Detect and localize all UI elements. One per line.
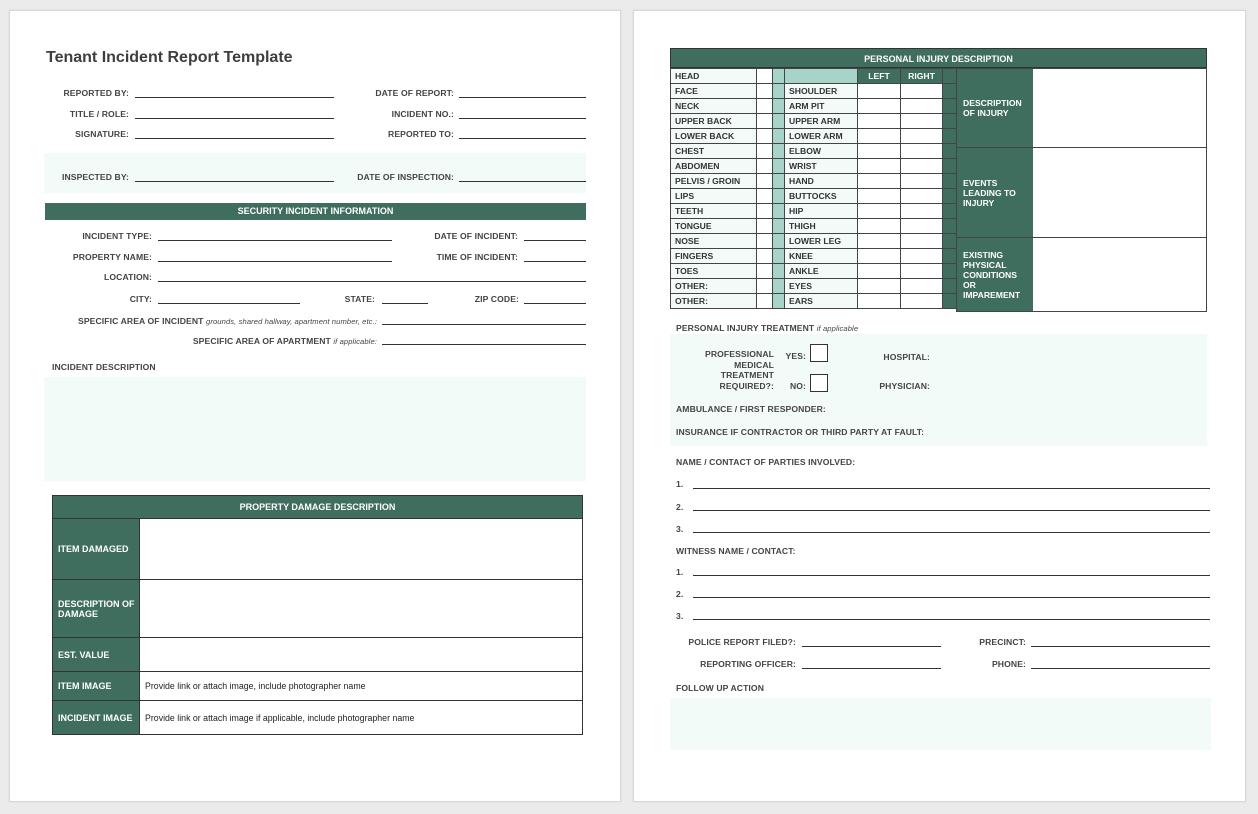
date-of-report-label: DATE OF REPORT: [375,88,454,98]
spacer-cell [943,234,957,249]
left-check[interactable] [858,264,901,279]
party-number-2: 2. [676,502,684,512]
body-part-label: LOWER ARM [785,129,858,144]
existing-conditions-cell [957,238,1033,311]
page-title: Tenant Incident Report Template [46,49,293,66]
treatment-title-text: PERSONAL INJURY TREATMENT [676,323,815,333]
table-row [53,519,583,580]
reported-by-label: REPORTED BY: [63,88,129,98]
description-of-injury-label: DESCRIPTION OF INJURY [963,98,1022,118]
body-part-label: ELBOW [785,144,858,159]
body-part-label: EYES [785,279,858,294]
body-part-check[interactable] [757,294,773,309]
date-of-report-field[interactable] [459,97,586,98]
spacer-cell [943,159,957,174]
left-check[interactable] [858,129,901,144]
spacer-cell [773,69,785,84]
specific-area-incident-field[interactable] [382,324,586,325]
body-part-label: EARS [785,294,858,309]
party-number-1: 1. [676,479,684,489]
table-row [671,114,957,129]
body-part-label: LOWER BACK [671,129,757,144]
body-part-check[interactable] [757,279,773,294]
inspected-by-label: INSPECTED BY: [61,172,129,182]
city-field[interactable] [158,303,300,304]
item-damaged-field[interactable] [140,519,583,580]
body-part-check[interactable] [757,204,773,219]
body-part-check[interactable] [757,114,773,129]
body-part-label: HAND [785,174,858,189]
est-value-field[interactable] [140,638,583,672]
zip-code-label: ZIP CODE: [474,294,519,304]
property-name-label: PROPERTY NAME: [72,252,152,262]
yes-label: YES: [785,351,806,361]
table-row [671,204,957,219]
property-damage-header: PROPERTY DAMAGE DESCRIPTION [52,495,583,518]
right-header: RIGHT [901,69,943,84]
reported-by-field[interactable] [135,97,334,98]
signature-field[interactable] [135,138,334,139]
spacer-cell [773,204,785,219]
left-check[interactable] [858,144,901,159]
spacer-cell [773,234,785,249]
spacer-cell [943,99,957,114]
specific-area-apartment-text: SPECIFIC AREA OF APARTMENT [192,336,331,346]
no-checkbox[interactable] [810,374,828,392]
body-part-label: ARM PIT [785,99,858,114]
body-part-label: FINGERS [671,249,757,264]
body-part-label: CHEST [671,144,757,159]
specific-area-apartment-note: if applicable: [333,337,377,346]
witness-number-3: 3. [676,611,684,621]
body-part-label: BUTTOCKS [785,189,858,204]
spacer-cell [943,249,957,264]
body-part-label: TEETH [671,204,757,219]
time-of-incident-label: TIME OF INCIDENT: [436,252,518,262]
body-part-check[interactable] [757,69,773,84]
location-field[interactable] [158,281,586,282]
item-damaged-label: ITEM DAMAGED [53,519,140,580]
phone-label: PHONE: [991,659,1026,669]
party-field-3[interactable] [693,532,1210,533]
right-check[interactable] [901,174,943,189]
body-part-label: TONGUE [671,219,757,234]
events-leading-cell [957,148,1033,237]
events-leading-label: EVENTS LEADING TO INJURY [963,177,1016,208]
treatment-title [676,323,858,333]
reporting-officer-field[interactable] [802,668,941,669]
spacer-cell [943,114,957,129]
item-image-field[interactable]: Provide link or attach image, include photographer name [140,672,583,701]
body-part-check[interactable] [757,84,773,99]
police-report-label: POLICE REPORT FILED?: [688,637,796,647]
body-part-check[interactable] [757,159,773,174]
spacer-cell [943,264,957,279]
body-part-label: NOSE [671,234,757,249]
table-row [671,174,957,189]
left-check[interactable] [858,219,901,234]
treatment-title-note: if applicable [816,324,859,333]
specific-area-incident-label [10,316,377,326]
body-part-label: OTHER: [671,279,757,294]
body-part-label: LOWER LEG [785,234,858,249]
parties-title: NAME / CONTACT OF PARTIES INVOLVED: [676,457,856,467]
state-label: STATE: [344,294,375,304]
spacer-cell [773,219,785,234]
precinct-field[interactable] [1031,646,1210,647]
est-value-label: EST. VALUE [53,638,140,672]
follow-up-field[interactable] [670,698,1211,750]
spacer-cell [943,174,957,189]
table-row [53,580,583,638]
spacer-cell [773,84,785,99]
hospital-label: HOSPITAL: [883,352,930,362]
body-part-check[interactable] [757,99,773,114]
witness-title: WITNESS NAME / CONTACT: [676,546,796,556]
table-row [53,701,583,735]
party-field-1[interactable] [693,488,1210,489]
body-part-check[interactable] [757,249,773,264]
body-part-label: UPPER BACK [671,114,757,129]
body-part-label: UPPER ARM [785,114,858,129]
incident-image-field[interactable]: Provide link or attach image if applicable, include photographer name [140,701,583,735]
body-part-label: NECK [671,99,757,114]
body-part-check[interactable] [757,234,773,249]
spacer-cell [943,84,957,99]
table-row [671,279,957,294]
spacer-cell [943,69,957,84]
zip-code-field[interactable] [524,303,586,304]
body-part-label: SHOULDER [785,84,858,99]
witness-number-2: 2. [676,589,684,599]
table-row [671,249,957,264]
table-row [671,294,957,309]
specific-area-apartment-label [10,336,377,346]
body-part-label: FACE [671,84,757,99]
title-role-label: TITLE / ROLE: [69,109,129,119]
no-label: NO: [789,381,806,391]
spacer-cell [943,204,957,219]
right-check[interactable] [901,189,943,204]
right-check[interactable] [901,264,943,279]
body-part-label: HIP [785,204,858,219]
right-check[interactable] [901,159,943,174]
right-check[interactable] [901,144,943,159]
incident-description-label: INCIDENT DESCRIPTION [52,362,156,372]
right-check[interactable] [901,114,943,129]
right-check[interactable] [901,99,943,114]
description-of-injury-box[interactable] [956,68,1207,148]
right-check[interactable] [901,294,943,309]
spacer-cell [943,129,957,144]
table-row [671,189,957,204]
left-check[interactable] [858,294,901,309]
body-part-label: HEAD [671,69,757,84]
reporting-officer-label: REPORTING OFFICER: [700,659,796,669]
spacer-cell [943,144,957,159]
table-row [671,234,957,249]
property-damage-table [52,518,583,735]
follow-up-label: FOLLOW UP ACTION [676,683,765,693]
table-row [671,219,957,234]
right-check[interactable] [901,204,943,219]
table-row [671,144,957,159]
yes-checkbox[interactable] [810,344,828,362]
witness-number-1: 1. [676,567,684,577]
body-part-label: TOES [671,264,757,279]
right-check[interactable] [901,279,943,294]
right-page [633,10,1246,802]
left-check[interactable] [858,249,901,264]
body-part-check[interactable] [757,189,773,204]
body-part-check[interactable] [757,219,773,234]
witness-field-2[interactable] [693,597,1210,598]
spacer-cell [943,279,957,294]
description-of-damage-label: DESCRIPTION OF DAMAGE [53,580,140,638]
time-of-incident-field[interactable] [524,261,586,262]
table-row [671,129,957,144]
body-part-label: ANKLE [785,264,858,279]
specific-area-apartment-field[interactable] [382,344,586,345]
description-of-injury-cell [957,69,1033,147]
reported-to-label: REPORTED TO: [388,129,454,139]
right-check[interactable] [901,249,943,264]
location-label: LOCATION: [104,272,152,282]
body-part-label: ABDOMEN [671,159,757,174]
body-part-label: THIGH [785,219,858,234]
body-part-check[interactable] [757,144,773,159]
security-incident-header: SECURITY INCIDENT INFORMATION [45,203,586,220]
left-check[interactable] [858,99,901,114]
body-part-label: LIPS [671,189,757,204]
date-of-inspection-label: DATE OF INSPECTION: [357,172,454,182]
spacer-cell [773,174,785,189]
professional-medical-label: PROFESSIONAL MEDICAL TREATMENT REQUIRED?: [704,349,774,391]
table-row [53,672,583,701]
inspected-by-field[interactable] [135,181,334,182]
spacer-cell [773,249,785,264]
signature-label: SIGNATURE: [75,129,129,139]
incident-no-field[interactable] [459,118,586,119]
date-of-incident-field[interactable] [524,240,586,241]
body-part-table [670,68,957,309]
date-of-incident-label: DATE OF INCIDENT: [434,231,518,241]
right-check[interactable] [901,129,943,144]
table-row [671,159,957,174]
personal-injury-header: PERSONAL INJURY DESCRIPTION [670,48,1207,68]
insurance-label: INSURANCE IF CONTRACTOR OR THIRD PARTY AT FAULT: [676,427,925,437]
body-part-check[interactable] [757,129,773,144]
spacer-cell [773,294,785,309]
incident-image-label: INCIDENT IMAGE [53,701,140,735]
incident-type-label: INCIDENT TYPE: [82,231,152,241]
incident-description-field[interactable] [44,377,586,481]
phone-field[interactable] [1031,668,1210,669]
left-check[interactable] [858,84,901,99]
spacer-cell [943,294,957,309]
ambulance-label: AMBULANCE / FIRST RESPONDER: [676,404,826,414]
left-check[interactable] [858,174,901,189]
table-row [671,84,957,99]
specific-area-incident-text: SPECIFIC AREA OF INCIDENT [78,316,204,326]
table-row [53,638,583,672]
police-report-field[interactable] [802,646,941,647]
spacer-cell [773,129,785,144]
table-row [671,69,957,84]
body-part-label: WRIST [785,159,858,174]
body-part-check[interactable] [757,174,773,189]
body-part-label: KNEE [785,249,858,264]
spacer-cell [773,189,785,204]
right-check[interactable] [901,219,943,234]
city-label: CITY: [129,294,152,304]
left-check[interactable] [858,114,901,129]
spacer-cell [773,114,785,129]
body-part-label: OTHER: [671,294,757,309]
title-role-field[interactable] [135,118,334,119]
left-page [9,10,621,802]
left-check[interactable] [858,279,901,294]
right-check[interactable] [901,234,943,249]
description-of-damage-field[interactable] [140,580,583,638]
left-header: LEFT [858,69,901,84]
spacer-cell [773,264,785,279]
existing-conditions-box[interactable] [956,237,1207,312]
precinct-label: PRECINCT: [979,637,1026,647]
events-leading-box[interactable] [956,147,1207,238]
reported-to-field[interactable] [459,138,586,139]
table-row [671,264,957,279]
body-part-check[interactable] [757,264,773,279]
specific-area-incident-note: grounds, shared hallway, apartment number, etc.: [206,317,377,326]
physician-label: PHYSICIAN: [879,381,930,391]
left-check[interactable] [858,189,901,204]
item-image-label: ITEM IMAGE [53,672,140,701]
witness-field-1[interactable] [693,575,1210,576]
date-of-inspection-field[interactable] [459,181,586,182]
spacer-cell [773,159,785,174]
spacer-cell [943,189,957,204]
left-check[interactable] [858,234,901,249]
party-number-3: 3. [676,524,684,534]
spacer-cell [773,144,785,159]
incident-no-label: INCIDENT NO.: [391,109,454,119]
spacer-cell [773,279,785,294]
left-check[interactable] [858,204,901,219]
left-check[interactable] [858,159,901,174]
witness-field-3[interactable] [693,619,1210,620]
spacer-cell [773,99,785,114]
right-check[interactable] [901,84,943,99]
body-part-label: PELVIS / GROIN [671,174,757,189]
table-row [671,99,957,114]
spacer-cell [943,219,957,234]
state-field[interactable] [382,303,428,304]
party-field-2[interactable] [693,510,1210,511]
existing-conditions-label: EXISTING PHYSICAL CONDITIONS OR IMPAREMENT [963,249,1021,300]
body-part-label [785,69,858,84]
